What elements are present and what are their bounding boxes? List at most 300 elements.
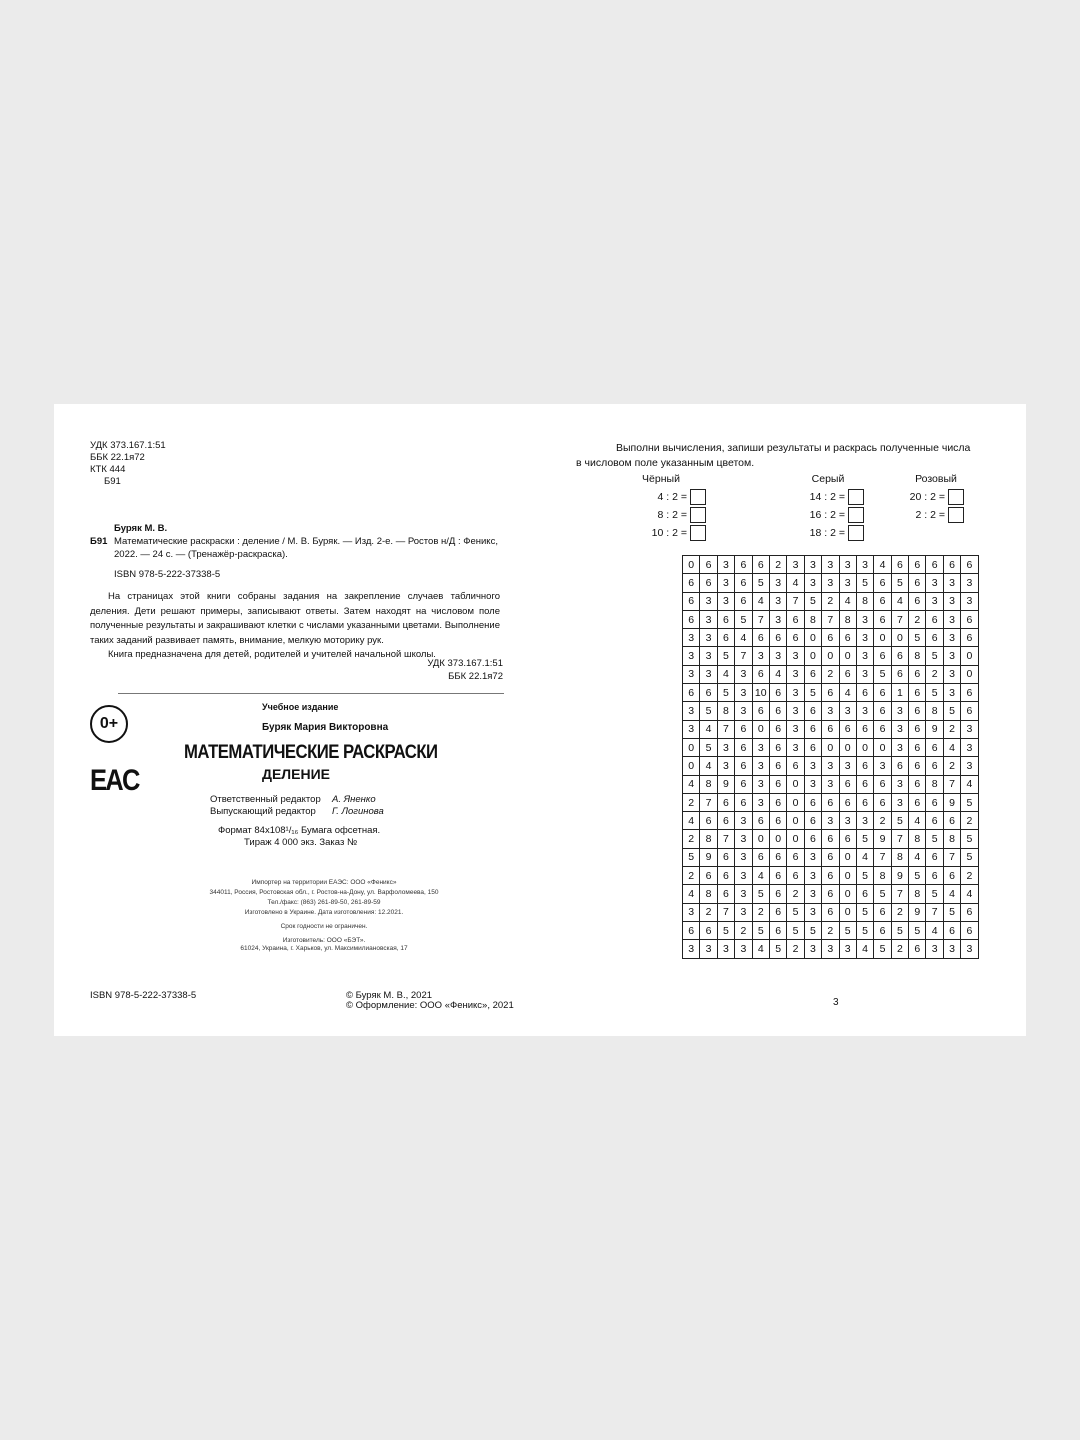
grid-cell[interactable]: 3 (683, 702, 700, 720)
grid-cell[interactable]: 6 (909, 738, 926, 756)
grid-cell[interactable]: 6 (856, 793, 873, 811)
grid-cell[interactable]: 5 (891, 921, 908, 939)
grid-cell[interactable]: 6 (752, 665, 769, 683)
grid-cell[interactable]: 7 (943, 775, 960, 793)
grid-cell[interactable]: 3 (856, 702, 873, 720)
grid-cell[interactable]: 8 (700, 830, 717, 848)
grid-cell[interactable]: 3 (943, 665, 960, 683)
grid-cell[interactable]: 6 (752, 556, 769, 574)
grid-cell[interactable]: 6 (700, 684, 717, 702)
grid-cell[interactable]: 6 (700, 556, 717, 574)
grid-cell[interactable]: 3 (717, 940, 734, 958)
grid-cell[interactable]: 6 (717, 885, 734, 903)
grid-cell[interactable]: 3 (961, 738, 978, 756)
grid-cell[interactable]: 5 (752, 885, 769, 903)
grid-cell[interactable]: 5 (804, 684, 821, 702)
grid-cell[interactable]: 3 (700, 665, 717, 683)
grid-cell[interactable]: 6 (717, 629, 734, 647)
grid-cell[interactable]: 6 (787, 757, 804, 775)
grid-cell[interactable]: 6 (683, 921, 700, 939)
grid-cell[interactable]: 6 (822, 830, 839, 848)
grid-cell[interactable]: 0 (683, 757, 700, 775)
grid-cell[interactable]: 3 (822, 940, 839, 958)
grid-cell[interactable]: 3 (822, 574, 839, 592)
grid-cell[interactable]: 3 (752, 647, 769, 665)
grid-cell[interactable]: 6 (926, 556, 943, 574)
grid-cell[interactable]: 6 (926, 867, 943, 885)
grid-cell[interactable]: 3 (787, 702, 804, 720)
grid-cell[interactable]: 3 (926, 940, 943, 958)
grid-cell[interactable]: 3 (943, 629, 960, 647)
grid-cell[interactable]: 5 (961, 830, 978, 848)
grid-cell[interactable]: 0 (839, 885, 856, 903)
grid-cell[interactable]: 6 (769, 867, 786, 885)
grid-cell[interactable]: 9 (717, 775, 734, 793)
grid-cell[interactable]: 7 (717, 830, 734, 848)
grid-cell[interactable]: 5 (961, 793, 978, 811)
grid-cell[interactable]: 6 (909, 775, 926, 793)
grid-cell[interactable]: 5 (909, 629, 926, 647)
grid-cell[interactable]: 6 (769, 702, 786, 720)
grid-cell[interactable]: 0 (822, 647, 839, 665)
grid-cell[interactable]: 7 (787, 592, 804, 610)
grid-cell[interactable]: 3 (839, 556, 856, 574)
grid-cell[interactable]: 6 (874, 647, 891, 665)
grid-cell[interactable]: 6 (909, 592, 926, 610)
grid-cell[interactable]: 8 (874, 867, 891, 885)
grid-cell[interactable]: 6 (874, 610, 891, 628)
grid-cell[interactable]: 8 (856, 592, 873, 610)
grid-cell[interactable]: 6 (839, 793, 856, 811)
grid-cell[interactable]: 2 (769, 556, 786, 574)
grid-cell[interactable]: 9 (891, 867, 908, 885)
grid-cell[interactable]: 6 (926, 848, 943, 866)
grid-cell[interactable]: 3 (926, 574, 943, 592)
grid-cell[interactable]: 3 (787, 556, 804, 574)
grid-cell[interactable]: 5 (926, 885, 943, 903)
grid-cell[interactable]: 6 (909, 720, 926, 738)
grid-cell[interactable]: 6 (717, 610, 734, 628)
grid-cell[interactable]: 6 (926, 757, 943, 775)
grid-cell[interactable]: 6 (804, 665, 821, 683)
grid-cell[interactable]: 6 (839, 629, 856, 647)
grid-cell[interactable]: 3 (822, 757, 839, 775)
answer-box[interactable] (690, 489, 706, 505)
grid-cell[interactable]: 6 (926, 812, 943, 830)
grid-cell[interactable]: 8 (700, 775, 717, 793)
grid-cell[interactable]: 3 (787, 738, 804, 756)
grid-cell[interactable]: 4 (683, 812, 700, 830)
grid-cell[interactable]: 6 (943, 921, 960, 939)
grid-cell[interactable]: 6 (839, 720, 856, 738)
grid-cell[interactable]: 6 (926, 793, 943, 811)
grid-cell[interactable]: 3 (717, 592, 734, 610)
grid-cell[interactable]: 3 (735, 702, 752, 720)
grid-cell[interactable]: 6 (769, 885, 786, 903)
answer-box[interactable] (948, 489, 964, 505)
grid-cell[interactable]: 0 (961, 647, 978, 665)
grid-cell[interactable]: 5 (909, 921, 926, 939)
grid-cell[interactable]: 7 (717, 720, 734, 738)
grid-cell[interactable]: 4 (909, 812, 926, 830)
grid-cell[interactable]: 6 (735, 775, 752, 793)
grid-cell[interactable]: 6 (874, 684, 891, 702)
grid-cell[interactable]: 4 (752, 867, 769, 885)
grid-cell[interactable]: 5 (752, 574, 769, 592)
grid-cell[interactable]: 0 (961, 665, 978, 683)
grid-cell[interactable]: 2 (874, 812, 891, 830)
grid-cell[interactable]: 5 (926, 684, 943, 702)
grid-cell[interactable]: 3 (856, 812, 873, 830)
grid-cell[interactable]: 2 (891, 940, 908, 958)
grid-cell[interactable]: 6 (700, 867, 717, 885)
grid-cell[interactable]: 4 (943, 885, 960, 903)
grid-cell[interactable]: 6 (891, 757, 908, 775)
grid-cell[interactable]: 3 (735, 684, 752, 702)
grid-cell[interactable]: 6 (943, 867, 960, 885)
grid-cell[interactable]: 3 (752, 793, 769, 811)
grid-cell[interactable]: 3 (943, 592, 960, 610)
grid-cell[interactable]: 3 (839, 757, 856, 775)
grid-cell[interactable]: 3 (804, 775, 821, 793)
answer-box[interactable] (848, 489, 864, 505)
grid-cell[interactable]: 6 (961, 556, 978, 574)
grid-cell[interactable]: 3 (700, 647, 717, 665)
grid-cell[interactable]: 7 (735, 647, 752, 665)
grid-cell[interactable]: 6 (856, 757, 873, 775)
grid-cell[interactable]: 3 (822, 775, 839, 793)
grid-cell[interactable]: 4 (735, 629, 752, 647)
grid-cell[interactable]: 6 (752, 629, 769, 647)
grid-cell[interactable]: 5 (717, 647, 734, 665)
grid-cell[interactable]: 6 (769, 921, 786, 939)
grid-cell[interactable]: 5 (700, 738, 717, 756)
grid-cell[interactable]: 6 (752, 848, 769, 866)
grid-cell[interactable]: 6 (769, 793, 786, 811)
grid-cell[interactable]: 0 (787, 775, 804, 793)
grid-cell[interactable]: 6 (804, 738, 821, 756)
grid-cell[interactable]: 3 (839, 812, 856, 830)
grid-cell[interactable]: 6 (735, 738, 752, 756)
answer-box[interactable] (848, 507, 864, 523)
grid-cell[interactable]: 6 (735, 793, 752, 811)
grid-cell[interactable]: 5 (769, 940, 786, 958)
grid-cell[interactable]: 7 (891, 885, 908, 903)
grid-cell[interactable]: 3 (856, 647, 873, 665)
grid-cell[interactable]: 9 (874, 830, 891, 848)
grid-cell[interactable]: 6 (874, 592, 891, 610)
grid-cell[interactable]: 3 (683, 629, 700, 647)
grid-cell[interactable]: 0 (787, 830, 804, 848)
grid-cell[interactable]: 4 (717, 665, 734, 683)
grid-cell[interactable]: 5 (926, 647, 943, 665)
grid-cell[interactable]: 6 (909, 556, 926, 574)
grid-cell[interactable]: 6 (822, 793, 839, 811)
grid-cell[interactable]: 6 (683, 610, 700, 628)
grid-cell[interactable]: 2 (961, 867, 978, 885)
grid-cell[interactable]: 6 (909, 684, 926, 702)
grid-cell[interactable]: 6 (735, 556, 752, 574)
grid-cell[interactable]: 6 (891, 665, 908, 683)
grid-cell[interactable]: 2 (822, 592, 839, 610)
grid-cell[interactable]: 3 (700, 940, 717, 958)
grid-cell[interactable]: 5 (804, 921, 821, 939)
grid-cell[interactable]: 6 (909, 574, 926, 592)
grid-cell[interactable]: 4 (700, 757, 717, 775)
grid-cell[interactable]: 5 (856, 830, 873, 848)
grid-cell[interactable]: 3 (769, 647, 786, 665)
grid-cell[interactable]: 6 (787, 629, 804, 647)
grid-cell[interactable]: 6 (961, 903, 978, 921)
grid-cell[interactable]: 4 (961, 885, 978, 903)
grid-cell[interactable]: 3 (735, 848, 752, 866)
grid-cell[interactable]: 3 (683, 720, 700, 738)
grid-cell[interactable]: 0 (874, 738, 891, 756)
grid-cell[interactable]: 6 (909, 702, 926, 720)
grid-cell[interactable]: 6 (874, 903, 891, 921)
grid-cell[interactable]: 3 (700, 610, 717, 628)
grid-cell[interactable]: 5 (856, 921, 873, 939)
grid-cell[interactable]: 6 (769, 738, 786, 756)
grid-cell[interactable]: 0 (804, 629, 821, 647)
grid-cell[interactable]: 7 (891, 830, 908, 848)
grid-cell[interactable]: 6 (769, 757, 786, 775)
grid-cell[interactable]: 5 (683, 848, 700, 866)
grid-cell[interactable]: 6 (769, 684, 786, 702)
grid-cell[interactable]: 6 (961, 702, 978, 720)
grid-cell[interactable]: 0 (683, 556, 700, 574)
grid-cell[interactable]: 0 (874, 629, 891, 647)
grid-cell[interactable]: 3 (804, 556, 821, 574)
grid-cell[interactable]: 4 (700, 720, 717, 738)
grid-cell[interactable]: 3 (769, 592, 786, 610)
grid-cell[interactable]: 6 (909, 665, 926, 683)
grid-cell[interactable]: 2 (891, 903, 908, 921)
grid-cell[interactable]: 7 (943, 848, 960, 866)
grid-cell[interactable]: 4 (787, 574, 804, 592)
grid-cell[interactable]: 6 (769, 812, 786, 830)
grid-cell[interactable]: 6 (700, 921, 717, 939)
grid-cell[interactable]: 5 (943, 702, 960, 720)
grid-cell[interactable]: 2 (700, 903, 717, 921)
grid-cell[interactable]: 3 (822, 556, 839, 574)
grid-cell[interactable]: 3 (874, 757, 891, 775)
grid-cell[interactable]: 0 (856, 738, 873, 756)
grid-cell[interactable]: 3 (961, 940, 978, 958)
grid-cell[interactable]: 6 (700, 812, 717, 830)
grid-cell[interactable]: 7 (752, 610, 769, 628)
grid-cell[interactable]: 5 (752, 921, 769, 939)
grid-cell[interactable]: 0 (683, 738, 700, 756)
grid-cell[interactable]: 6 (909, 793, 926, 811)
grid-cell[interactable]: 3 (856, 610, 873, 628)
grid-cell[interactable]: 8 (839, 610, 856, 628)
grid-cell[interactable]: 2 (787, 940, 804, 958)
grid-cell[interactable]: 6 (717, 848, 734, 866)
grid-cell[interactable]: 3 (804, 574, 821, 592)
grid-cell[interactable]: 3 (856, 629, 873, 647)
grid-cell[interactable]: 4 (683, 885, 700, 903)
grid-cell[interactable]: 6 (926, 610, 943, 628)
grid-cell[interactable]: 3 (735, 885, 752, 903)
grid-cell[interactable]: 6 (891, 647, 908, 665)
grid-cell[interactable]: 0 (769, 830, 786, 848)
grid-cell[interactable]: 6 (769, 848, 786, 866)
grid-cell[interactable]: 3 (804, 848, 821, 866)
grid-cell[interactable]: 8 (909, 647, 926, 665)
grid-cell[interactable]: 5 (700, 702, 717, 720)
grid-cell[interactable]: 4 (856, 848, 873, 866)
grid-cell[interactable]: 4 (752, 592, 769, 610)
grid-cell[interactable]: 6 (822, 629, 839, 647)
answer-box[interactable] (848, 525, 864, 541)
grid-cell[interactable]: 3 (752, 775, 769, 793)
grid-cell[interactable]: 5 (717, 684, 734, 702)
grid-cell[interactable]: 9 (700, 848, 717, 866)
grid-cell[interactable]: 3 (891, 702, 908, 720)
grid-cell[interactable]: 6 (804, 830, 821, 848)
grid-cell[interactable]: 8 (926, 702, 943, 720)
grid-cell[interactable]: 6 (856, 885, 873, 903)
grid-cell[interactable]: 6 (926, 629, 943, 647)
grid-cell[interactable]: 3 (804, 757, 821, 775)
grid-cell[interactable]: 6 (822, 684, 839, 702)
answer-box[interactable] (690, 525, 706, 541)
grid-cell[interactable]: 2 (822, 921, 839, 939)
grid-cell[interactable]: 3 (839, 940, 856, 958)
grid-cell[interactable]: 6 (717, 793, 734, 811)
grid-cell[interactable]: 6 (804, 720, 821, 738)
grid-cell[interactable]: 2 (683, 830, 700, 848)
grid-cell[interactable]: 3 (839, 574, 856, 592)
grid-cell[interactable]: 6 (804, 702, 821, 720)
grid-cell[interactable]: 6 (822, 720, 839, 738)
grid-cell[interactable]: 9 (926, 720, 943, 738)
grid-cell[interactable]: 3 (961, 757, 978, 775)
grid-cell[interactable]: 6 (735, 720, 752, 738)
grid-cell[interactable]: 1 (891, 684, 908, 702)
grid-cell[interactable]: 5 (909, 867, 926, 885)
grid-cell[interactable]: 3 (769, 610, 786, 628)
grid-cell[interactable]: 3 (735, 867, 752, 885)
grid-cell[interactable]: 5 (926, 830, 943, 848)
grid-cell[interactable]: 4 (839, 592, 856, 610)
grid-cell[interactable]: 3 (961, 574, 978, 592)
grid-cell[interactable]: 6 (961, 684, 978, 702)
grid-cell[interactable]: 6 (752, 812, 769, 830)
grid-cell[interactable]: 3 (683, 665, 700, 683)
grid-cell[interactable]: 6 (856, 720, 873, 738)
grid-cell[interactable]: 5 (787, 921, 804, 939)
grid-cell[interactable]: 6 (839, 665, 856, 683)
grid-cell[interactable]: 6 (856, 775, 873, 793)
grid-cell[interactable]: 3 (856, 556, 873, 574)
grid-cell[interactable]: 3 (735, 940, 752, 958)
grid-cell[interactable]: 3 (752, 757, 769, 775)
grid-cell[interactable]: 5 (839, 921, 856, 939)
grid-cell[interactable]: 3 (787, 684, 804, 702)
grid-cell[interactable]: 4 (683, 775, 700, 793)
grid-cell[interactable]: 8 (909, 830, 926, 848)
grid-cell[interactable]: 3 (735, 830, 752, 848)
grid-cell[interactable]: 3 (822, 812, 839, 830)
grid-cell[interactable]: 10 (752, 684, 769, 702)
grid-cell[interactable]: 3 (891, 775, 908, 793)
grid-cell[interactable]: 6 (769, 903, 786, 921)
grid-cell[interactable]: 6 (683, 574, 700, 592)
grid-cell[interactable]: 5 (804, 592, 821, 610)
grid-cell[interactable]: 5 (874, 885, 891, 903)
grid-cell[interactable]: 6 (717, 812, 734, 830)
grid-cell[interactable]: 4 (874, 556, 891, 574)
grid-cell[interactable]: 4 (891, 592, 908, 610)
grid-cell[interactable]: 3 (822, 702, 839, 720)
grid-cell[interactable]: 3 (943, 647, 960, 665)
grid-cell[interactable]: 6 (943, 556, 960, 574)
grid-cell[interactable]: 6 (735, 757, 752, 775)
grid-cell[interactable]: 6 (839, 775, 856, 793)
grid-cell[interactable]: 0 (839, 867, 856, 885)
grid-cell[interactable]: 8 (909, 885, 926, 903)
answer-box[interactable] (948, 507, 964, 523)
grid-cell[interactable]: 5 (717, 921, 734, 939)
grid-cell[interactable]: 3 (683, 940, 700, 958)
grid-cell[interactable]: 0 (752, 830, 769, 848)
grid-cell[interactable]: 0 (787, 812, 804, 830)
grid-cell[interactable]: 7 (700, 793, 717, 811)
grid-cell[interactable]: 3 (735, 812, 752, 830)
grid-cell[interactable]: 5 (856, 903, 873, 921)
grid-cell[interactable]: 5 (874, 940, 891, 958)
grid-cell[interactable]: 6 (787, 867, 804, 885)
grid-cell[interactable]: 6 (769, 720, 786, 738)
grid-cell[interactable]: 8 (717, 702, 734, 720)
grid-cell[interactable]: 6 (787, 848, 804, 866)
grid-cell[interactable]: 2 (683, 867, 700, 885)
grid-cell[interactable]: 3 (717, 574, 734, 592)
grid-cell[interactable]: 4 (909, 848, 926, 866)
grid-cell[interactable]: 8 (804, 610, 821, 628)
grid-cell[interactable]: 3 (752, 738, 769, 756)
grid-cell[interactable]: 3 (769, 574, 786, 592)
grid-cell[interactable]: 3 (891, 720, 908, 738)
grid-cell[interactable]: 6 (683, 592, 700, 610)
grid-cell[interactable]: 2 (735, 921, 752, 939)
grid-cell[interactable]: 4 (856, 940, 873, 958)
grid-cell[interactable]: 3 (943, 940, 960, 958)
grid-cell[interactable]: 0 (787, 793, 804, 811)
grid-cell[interactable]: 6 (735, 574, 752, 592)
grid-cell[interactable]: 3 (891, 738, 908, 756)
grid-cell[interactable]: 0 (839, 647, 856, 665)
grid-cell[interactable]: 5 (856, 867, 873, 885)
grid-cell[interactable]: 3 (700, 629, 717, 647)
grid-cell[interactable]: 3 (683, 647, 700, 665)
grid-cell[interactable]: 3 (804, 903, 821, 921)
answer-box[interactable] (690, 507, 706, 523)
grid-cell[interactable]: 6 (839, 830, 856, 848)
grid-cell[interactable]: 2 (961, 812, 978, 830)
grid-cell[interactable]: 3 (683, 903, 700, 921)
grid-cell[interactable]: 6 (874, 574, 891, 592)
grid-cell[interactable]: 6 (891, 556, 908, 574)
grid-cell[interactable]: 3 (839, 702, 856, 720)
grid-cell[interactable]: 4 (943, 738, 960, 756)
grid-cell[interactable]: 2 (752, 903, 769, 921)
grid-cell[interactable]: 3 (961, 720, 978, 738)
grid-cell[interactable]: 6 (769, 775, 786, 793)
grid-cell[interactable]: 3 (943, 684, 960, 702)
